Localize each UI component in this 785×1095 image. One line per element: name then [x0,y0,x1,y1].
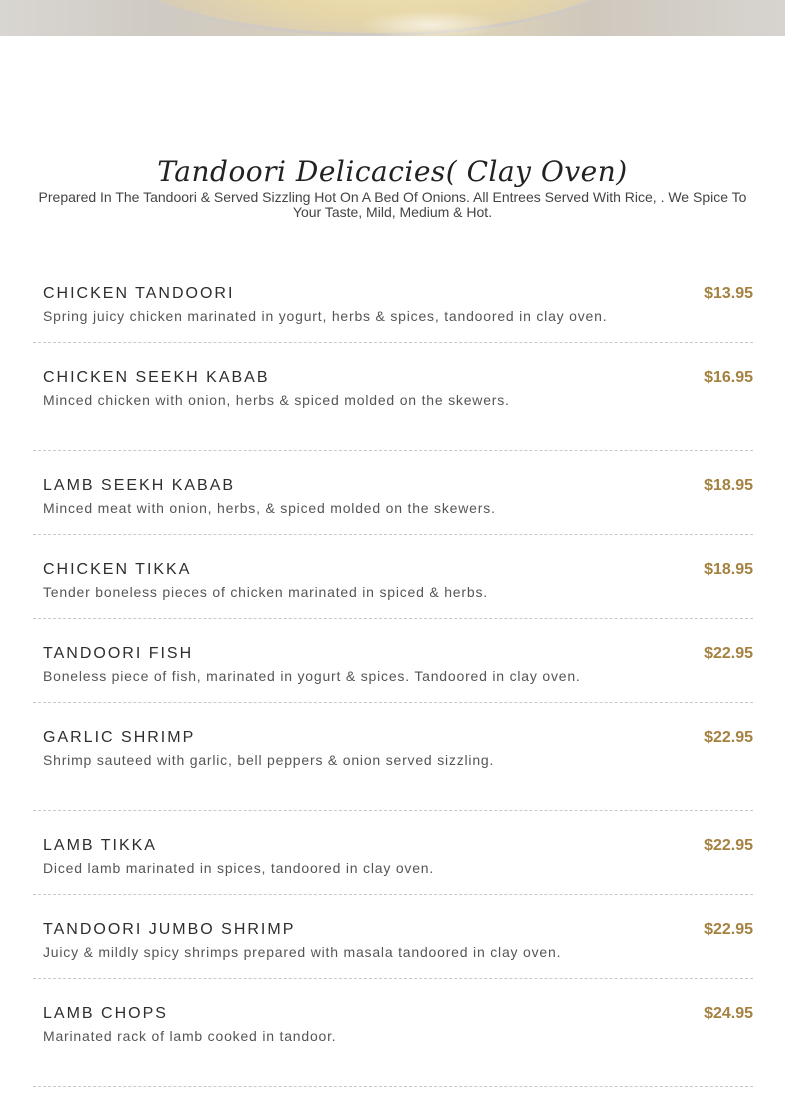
menu-item-price: $18.95 [704,561,753,578]
menu-item-name: LAMB CHOPS [43,1005,168,1022]
menu-item-name: LAMB SEEKH KABAB [43,477,236,494]
hero-banner-image [0,0,785,36]
menu-item [33,837,753,895]
menu-item-description: Shrimp sauteed with garlic, bell peppers & onion served sizzling. [43,752,495,768]
menu-item [33,561,753,619]
menu-item-description: Spring juicy chicken marinated in yogurt, herbs & spices, tandoored in clay oven. [43,308,608,324]
menu-item-name: GARLIC SHRIMP [43,729,196,746]
menu-item-price: $24.95 [704,1005,753,1022]
menu-item-description: Juicy & mildly spicy shrimps prepared with masala tandoored in clay oven. [43,944,562,960]
menu-item-name: TANDOORI JUMBO SHRIMP [43,921,296,938]
section-title: Tandoori Delicacies( Clay Oven) [157,155,628,188]
menu-item-price: $22.95 [704,921,753,938]
menu-item-price: $18.95 [704,477,753,494]
menu-item [33,921,753,979]
menu-item-description: Tender boneless pieces of chicken marinated in spiced & herbs. [43,584,488,600]
section-subtitle: Prepared In The Tandoori & Served Sizzling Hot On A Bed Of Onions. All Entrees Served With Rice, . We Spice To Your Taste, Mild, Medium & Hot. [38,189,747,220]
menu-item-name: TANDOORI FISH [43,645,194,662]
menu-item-price: $13.95 [704,285,753,302]
menu-item-name: LAMB TIKKA [43,837,157,854]
menu-item-price: $22.95 [704,645,753,662]
food-highlight [360,10,500,36]
menu-item [33,729,753,811]
menu-item-name: CHICKEN SEEKH KABAB [43,369,270,386]
menu-item-name: CHICKEN TANDOORI [43,285,235,302]
menu-item-description: Minced meat with onion, herbs, & spiced molded on the skewers. [43,500,496,516]
menu-item-description: Minced chicken with onion, herbs & spiced molded on the skewers. [43,392,510,408]
menu-item [33,369,753,451]
menu-item [33,1005,753,1087]
menu-item [33,477,753,535]
menu-item-description: Marinated rack of lamb cooked in tandoor. [43,1028,337,1044]
menu-item-price: $22.95 [704,837,753,854]
menu-item-price: $16.95 [704,369,753,386]
menu-item-price: $22.95 [704,729,753,746]
menu-item-description: Diced lamb marinated in spices, tandoored in clay oven. [43,860,435,876]
menu-item-description: Boneless piece of fish, marinated in yogurt & spices. Tandoored in clay oven. [43,668,581,684]
menu-item [33,285,753,343]
menu-item-name: CHICKEN TIKKA [43,561,192,578]
menu-item [33,645,753,703]
